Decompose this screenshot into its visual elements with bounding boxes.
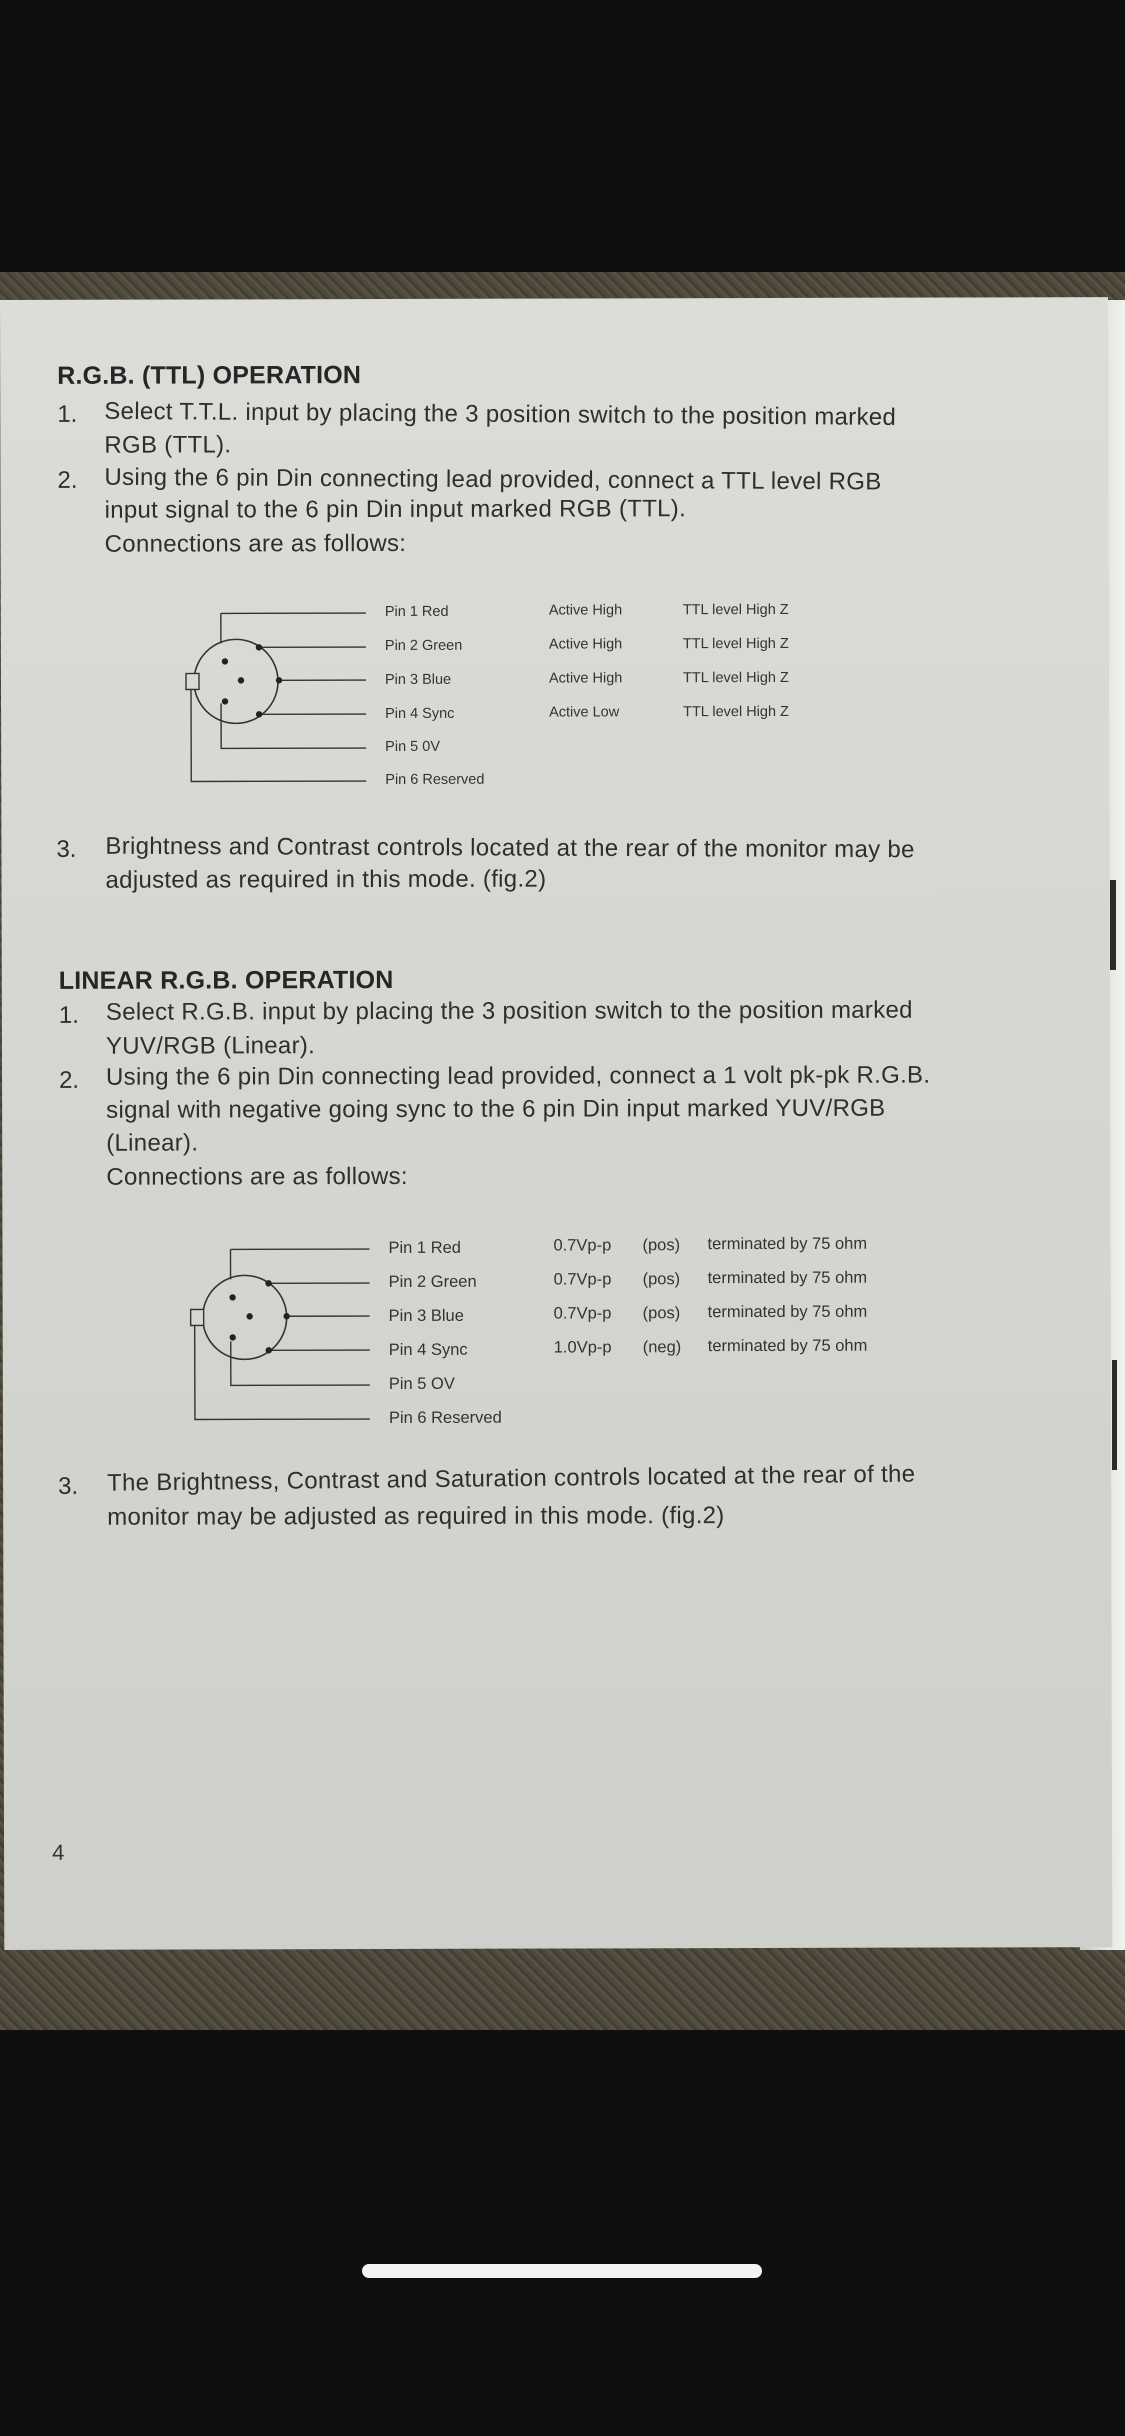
ttl-step-3-number: 3. <box>56 835 77 863</box>
linear-step-2-number: 2. <box>59 1066 80 1094</box>
linear-step-3-line-2: monitor may be adjusted as required in this mode. (fig.2) <box>107 1502 725 1531</box>
linear-pin-polarity: (neg) <box>642 1338 682 1357</box>
linear-step-2-line-4: Connections are as follows: <box>106 1162 408 1191</box>
din-connector-outline <box>203 1275 287 1359</box>
ttl-pin-impedance: TTL level High Z <box>682 601 789 619</box>
page-number: 4 <box>52 1839 65 1865</box>
din-connector-key <box>186 673 199 689</box>
ttl-pin-impedance: TTL level High Z <box>682 669 789 687</box>
linear-step-1-line-1: Select R.G.B. input by placing the 3 position switch to the position marked <box>105 996 913 1026</box>
linear-pin-polarity: (pos) <box>642 1236 681 1255</box>
linear-pin-termination: terminated by 75 ohm <box>707 1234 868 1254</box>
linear-pin5-lead <box>231 1341 370 1385</box>
linear-pin-label: Pin 4 Sync <box>388 1340 468 1359</box>
linear-step-2-line-3: (Linear). <box>106 1129 199 1157</box>
ttl-step-2-line-3: Connections are as follows: <box>104 529 407 558</box>
linear-pin-termination: terminated by 75 ohm <box>707 1302 868 1322</box>
linear-step-1-line-2: YUV/RGB (Linear). <box>105 1032 316 1060</box>
ttl-step-1-line-1: Select T.T.L. input by placing the 3 position switch to the position marked <box>104 397 897 431</box>
manual-page <box>0 297 1112 1950</box>
din-connector-outline <box>194 639 278 723</box>
linear-step-1-number: 1. <box>58 1001 79 1029</box>
ttl-pin-active-level: Active Low <box>549 704 620 721</box>
ttl-pin-active-level: Active High <box>548 602 623 619</box>
linear-step-3-line-1: The Brightness, Contrast and Saturation controls located at the rear of the <box>106 1460 916 1497</box>
linear-din-connector-diagram <box>182 1235 383 1436</box>
ttl-step-2-line-1: Using the 6 pin Din connecting lead provided, connect a TTL level RGB <box>104 463 882 496</box>
linear-step-2-line-2: signal with negative going sync to the 6 pin Din input marked YUV/RGB <box>106 1094 886 1124</box>
ttl-pin6-lead <box>191 683 366 781</box>
ttl-pin-label: Pin 1 Red <box>384 603 449 620</box>
linear-pin-polarity: (pos) <box>642 1270 681 1289</box>
linear-step-3-number: 3. <box>58 1472 79 1500</box>
linear-step-2-line-1: Using the 6 pin Din connecting lead provided, connect a 1 volt pk-pk R.G.B. <box>105 1061 931 1091</box>
ttl-step-2-line-2: input signal to the 6 pin Din input marked RGB (TTL). <box>104 495 687 524</box>
ttl-pin-label: Pin 2 Green <box>384 637 463 654</box>
ttl-pin-label: Pin 3 Blue <box>384 671 452 688</box>
ttl-pin-label: Pin 6 Reserved <box>385 771 485 788</box>
ttl-pin-active-level: Active High <box>548 670 623 687</box>
binder-clip-mark <box>1112 1360 1117 1470</box>
linear-pin6-lead <box>195 1319 370 1419</box>
ttl-pin-active-level: Active High <box>548 636 623 653</box>
linear-pin-label: Pin 2 Green <box>388 1272 477 1291</box>
linear-pin-label: Pin 1 Red <box>388 1238 461 1257</box>
ttl-pin5-lead <box>221 703 366 748</box>
linear-pin-label: Pin 6 Reserved <box>388 1408 502 1427</box>
ttl-step-1-number: 1. <box>57 400 78 428</box>
binder-clip-mark <box>1110 880 1116 970</box>
linear-pin-level: 0.7Vp-p <box>553 1236 612 1255</box>
ttl-pin-label: Pin 4 Sync <box>385 705 455 722</box>
linear-pin-label: Pin 3 Blue <box>388 1306 464 1325</box>
ttl-step-3-line-2: adjusted as required in this mode. (fig.2) <box>105 865 547 894</box>
linear-pin-termination: terminated by 75 ohm <box>707 1336 868 1356</box>
linear-pin-termination: terminated by 75 ohm <box>707 1268 868 1288</box>
ttl-pin-label: Pin 5 0V <box>385 738 441 755</box>
linear-pin-label: Pin 5 OV <box>388 1374 455 1393</box>
din-connector-key <box>191 1309 204 1325</box>
ttl-heading: R.G.B. (TTL) OPERATION <box>57 361 362 390</box>
ttl-step-1-line-2: RGB (TTL). <box>104 431 232 459</box>
linear-pin-level: 0.7Vp-p <box>553 1270 612 1289</box>
ttl-step-2-number: 2. <box>57 466 78 494</box>
linear-heading: LINEAR R.G.B. OPERATION <box>58 965 394 995</box>
ttl-pin-impedance: TTL level High Z <box>682 635 789 653</box>
linear-pin-level: 0.7Vp-p <box>553 1304 612 1323</box>
linear-pin-level: 1.0Vp-p <box>553 1338 612 1357</box>
home-indicator[interactable] <box>362 2264 762 2278</box>
ttl-pin-impedance: TTL level High Z <box>683 703 789 721</box>
ttl-step-3-line-1: Brightness and Contrast controls located at the rear of the monitor may be <box>105 832 915 864</box>
ttl-din-connector-diagram <box>181 599 382 800</box>
linear-pin-polarity: (pos) <box>642 1304 681 1323</box>
